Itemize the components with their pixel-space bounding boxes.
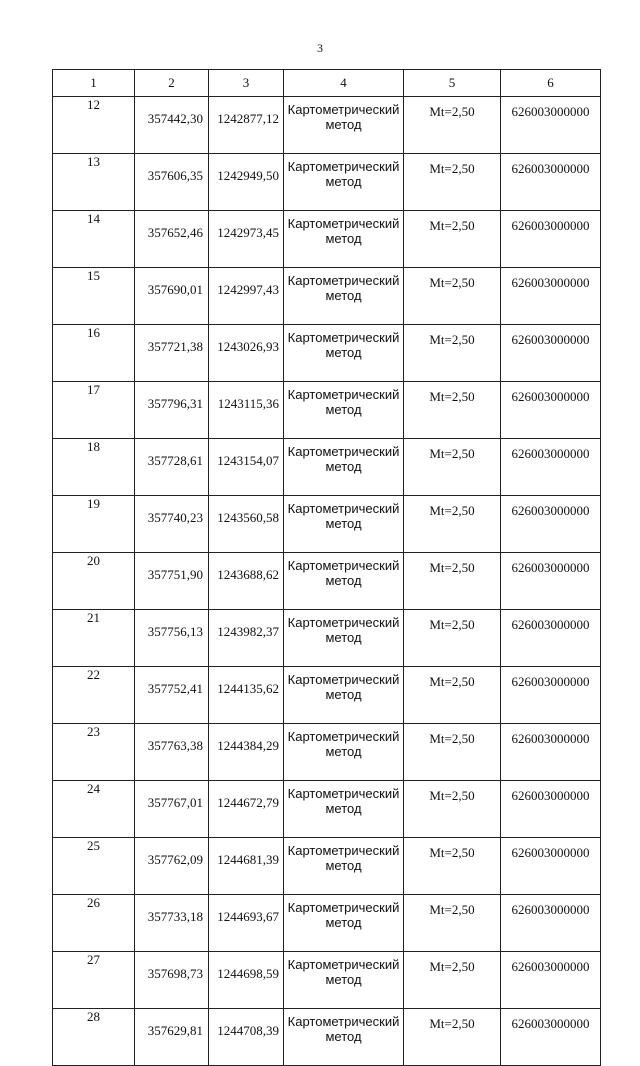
code-cell: 626003000000 — [501, 724, 601, 781]
point-number-cell: 24 — [53, 781, 135, 838]
y-coordinate-cell: 1242949,50 — [209, 154, 284, 211]
method-line: Картометрический — [287, 1014, 400, 1029]
code-cell: 626003000000 — [501, 1009, 601, 1066]
method-line: Картометрический — [287, 102, 400, 117]
accuracy-cell: Mt=2,50 — [404, 268, 501, 325]
code-cell: 626003000000 — [501, 97, 601, 154]
method-cell — [284, 553, 404, 610]
x-coordinate-cell: 357690,01 — [135, 268, 209, 325]
method-line: Картометрический — [287, 159, 400, 174]
method-line: метод — [325, 915, 362, 930]
code-cell: 626003000000 — [501, 838, 601, 895]
method-cell — [284, 895, 404, 952]
column-header: 6 — [501, 70, 601, 97]
code-cell: 626003000000 — [501, 553, 601, 610]
code-cell: 626003000000 — [501, 496, 601, 553]
x-coordinate-cell: 357606,35 — [135, 154, 209, 211]
table-row — [53, 382, 601, 439]
code-cell: 626003000000 — [501, 325, 601, 382]
method-cell — [284, 724, 404, 781]
method-line: метод — [325, 687, 362, 702]
method-line: метод — [325, 231, 362, 246]
accuracy-cell: Mt=2,50 — [404, 325, 501, 382]
table-body — [53, 97, 601, 1066]
table-row — [53, 1009, 601, 1066]
method-line: Картометрический — [287, 558, 400, 573]
accuracy-cell: Mt=2,50 — [404, 1009, 501, 1066]
code-cell: 626003000000 — [501, 211, 601, 268]
method-line: Картометрический — [287, 444, 400, 459]
y-coordinate-cell: 1242877,12 — [209, 97, 284, 154]
method-line: метод — [325, 972, 362, 987]
table-header-row — [53, 70, 601, 97]
table-row — [53, 268, 601, 325]
table-row — [53, 667, 601, 724]
point-number-cell: 25 — [53, 838, 135, 895]
accuracy-cell: Mt=2,50 — [404, 154, 501, 211]
accuracy-cell: Mt=2,50 — [404, 439, 501, 496]
method-line: Картометрический — [287, 786, 400, 801]
y-coordinate-cell: 1243026,93 — [209, 325, 284, 382]
method-cell — [284, 439, 404, 496]
table-row — [53, 439, 601, 496]
y-coordinate-cell: 1242997,43 — [209, 268, 284, 325]
method-line: Картометрический — [287, 957, 400, 972]
code-cell: 626003000000 — [501, 154, 601, 211]
method-line: Картометрический — [287, 330, 400, 345]
method-line: метод — [325, 573, 362, 588]
method-line: метод — [325, 1029, 362, 1044]
y-coordinate-cell: 1244681,39 — [209, 838, 284, 895]
point-number-cell: 15 — [53, 268, 135, 325]
method-cell — [284, 667, 404, 724]
column-header: 3 — [209, 70, 284, 97]
method-line: метод — [325, 117, 362, 132]
table-row — [53, 154, 601, 211]
x-coordinate-cell: 357762,09 — [135, 838, 209, 895]
column-header: 1 — [53, 70, 135, 97]
method-line: метод — [325, 516, 362, 531]
code-cell: 626003000000 — [501, 610, 601, 667]
code-cell: 626003000000 — [501, 781, 601, 838]
accuracy-cell: Mt=2,50 — [404, 781, 501, 838]
accuracy-cell: Mt=2,50 — [404, 610, 501, 667]
point-number-cell: 26 — [53, 895, 135, 952]
column-header: 2 — [135, 70, 209, 97]
x-coordinate-cell: 357767,01 — [135, 781, 209, 838]
point-number-cell: 16 — [53, 325, 135, 382]
x-coordinate-cell: 357652,46 — [135, 211, 209, 268]
method-cell — [284, 781, 404, 838]
point-number-cell: 12 — [53, 97, 135, 154]
x-coordinate-cell: 357740,23 — [135, 496, 209, 553]
table-row — [53, 952, 601, 1009]
table-row — [53, 610, 601, 667]
x-coordinate-cell: 357763,38 — [135, 724, 209, 781]
code-cell: 626003000000 — [501, 952, 601, 1009]
method-line: Картометрический — [287, 729, 400, 744]
column-header: 5 — [404, 70, 501, 97]
method-line: Картометрический — [287, 672, 400, 687]
code-cell: 626003000000 — [501, 667, 601, 724]
point-number-cell: 28 — [53, 1009, 135, 1066]
column-header: 4 — [284, 70, 404, 97]
method-cell — [284, 268, 404, 325]
x-coordinate-cell: 357796,31 — [135, 382, 209, 439]
code-cell: 626003000000 — [501, 268, 601, 325]
method-line: Картометрический — [287, 216, 400, 231]
method-cell — [284, 325, 404, 382]
method-cell — [284, 496, 404, 553]
x-coordinate-cell: 357721,38 — [135, 325, 209, 382]
method-line: метод — [325, 402, 362, 417]
accuracy-cell: Mt=2,50 — [404, 895, 501, 952]
table-row — [53, 724, 601, 781]
point-number-cell: 17 — [53, 382, 135, 439]
table-row — [53, 325, 601, 382]
x-coordinate-cell: 357698,73 — [135, 952, 209, 1009]
accuracy-cell: Mt=2,50 — [404, 211, 501, 268]
accuracy-cell: Mt=2,50 — [404, 97, 501, 154]
x-coordinate-cell: 357442,30 — [135, 97, 209, 154]
x-coordinate-cell: 357728,61 — [135, 439, 209, 496]
method-line: метод — [325, 858, 362, 873]
y-coordinate-cell: 1243560,58 — [209, 496, 284, 553]
y-coordinate-cell: 1244672,79 — [209, 781, 284, 838]
page-number: 3 — [317, 41, 323, 55]
method-line: метод — [325, 288, 362, 303]
y-coordinate-cell: 1243982,37 — [209, 610, 284, 667]
method-cell — [284, 838, 404, 895]
y-coordinate-cell: 1244708,39 — [209, 1009, 284, 1066]
x-coordinate-cell: 357629,81 — [135, 1009, 209, 1066]
method-line: метод — [325, 744, 362, 759]
y-coordinate-cell: 1243115,36 — [209, 382, 284, 439]
accuracy-cell: Mt=2,50 — [404, 382, 501, 439]
point-number-cell: 27 — [53, 952, 135, 1009]
x-coordinate-cell: 357733,18 — [135, 895, 209, 952]
accuracy-cell: Mt=2,50 — [404, 553, 501, 610]
method-line: метод — [325, 345, 362, 360]
method-line: Картометрический — [287, 615, 400, 630]
method-cell — [284, 952, 404, 1009]
x-coordinate-cell: 357756,13 — [135, 610, 209, 667]
point-number-cell: 21 — [53, 610, 135, 667]
method-cell — [284, 1009, 404, 1066]
point-number-cell: 23 — [53, 724, 135, 781]
code-cell: 626003000000 — [501, 382, 601, 439]
method-line: Картометрический — [287, 273, 400, 288]
method-line: метод — [325, 801, 362, 816]
point-number-cell: 20 — [53, 553, 135, 610]
method-cell — [284, 97, 404, 154]
coordinates-table — [52, 69, 601, 1066]
x-coordinate-cell: 357752,41 — [135, 667, 209, 724]
point-number-cell: 18 — [53, 439, 135, 496]
accuracy-cell: Mt=2,50 — [404, 496, 501, 553]
method-cell — [284, 610, 404, 667]
accuracy-cell: Mt=2,50 — [404, 838, 501, 895]
method-cell — [284, 154, 404, 211]
method-line: метод — [325, 630, 362, 645]
table-row — [53, 781, 601, 838]
x-coordinate-cell: 357751,90 — [135, 553, 209, 610]
method-cell — [284, 211, 404, 268]
y-coordinate-cell: 1242973,45 — [209, 211, 284, 268]
point-number-cell: 13 — [53, 154, 135, 211]
code-cell: 626003000000 — [501, 439, 601, 496]
method-line: Картометрический — [287, 843, 400, 858]
point-number-cell: 14 — [53, 211, 135, 268]
table-row — [53, 97, 601, 154]
accuracy-cell: Mt=2,50 — [404, 724, 501, 781]
table-row — [53, 553, 601, 610]
table-row — [53, 211, 601, 268]
method-cell — [284, 382, 404, 439]
y-coordinate-cell: 1244698,59 — [209, 952, 284, 1009]
method-line: Картометрический — [287, 900, 400, 915]
y-coordinate-cell: 1244693,67 — [209, 895, 284, 952]
y-coordinate-cell: 1244135,62 — [209, 667, 284, 724]
table-row — [53, 895, 601, 952]
code-cell: 626003000000 — [501, 895, 601, 952]
point-number-cell: 19 — [53, 496, 135, 553]
method-line: метод — [325, 459, 362, 474]
y-coordinate-cell: 1244384,29 — [209, 724, 284, 781]
method-line: Картометрический — [287, 501, 400, 516]
accuracy-cell: Mt=2,50 — [404, 667, 501, 724]
table-row — [53, 838, 601, 895]
table-row — [53, 496, 601, 553]
point-number-cell: 22 — [53, 667, 135, 724]
method-line: метод — [325, 174, 362, 189]
method-line: Картометрический — [287, 387, 400, 402]
y-coordinate-cell: 1243688,62 — [209, 553, 284, 610]
accuracy-cell: Mt=2,50 — [404, 952, 501, 1009]
y-coordinate-cell: 1243154,07 — [209, 439, 284, 496]
